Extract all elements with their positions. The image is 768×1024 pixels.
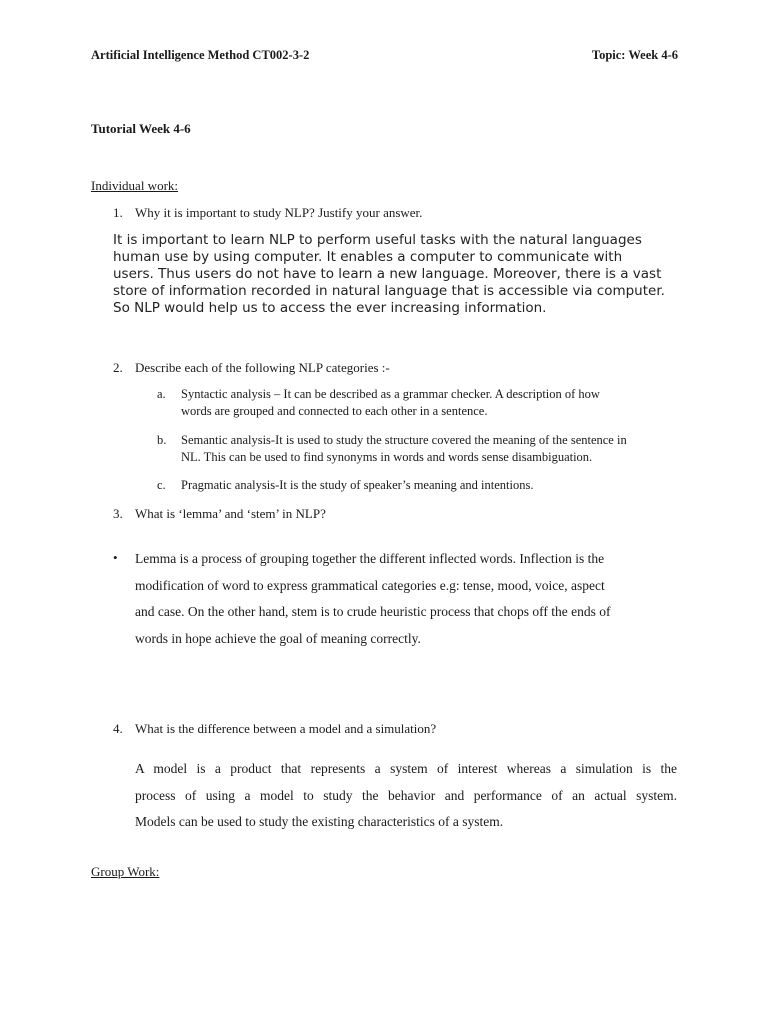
question-3-text: What is ‘lemma’ and ‘stem’ in NLP? [135, 506, 326, 521]
question-1-text: Why it is important to study NLP? Justify your answer. [135, 205, 423, 220]
question-1-number: 1. [113, 205, 123, 220]
item-b-line: Semantic analysis-It is used to study the structure covered the meaning of the sentence in [181, 433, 627, 447]
item-c-line: Pragmatic analysis-It is the study of speaker’s meaning and intentions. [181, 478, 534, 492]
answer-3-line: and case. On the other hand, stem is to crude heuristic process that chops off the ends of [135, 604, 611, 619]
page-title: Tutorial Week 4-6 [91, 121, 191, 136]
question-2-text: Describe each of the following NLP categories :- [135, 360, 390, 375]
individual-work-heading: Individual work: [91, 178, 179, 193]
group-work-heading: Group Work: [91, 864, 160, 879]
question-4-number: 4. [113, 721, 123, 736]
answer-1-line: store of information recorded in natural language that is accessible via computer. [113, 283, 665, 299]
question-2-number: 2. [113, 360, 123, 375]
item-c-letter: c. [157, 478, 166, 492]
answer-4-line: Models can be used to study the existing characteristics of a system. [135, 814, 504, 829]
answer-3-line: Lemma is a process of grouping together the different inflected words. Inflection is the [135, 551, 605, 566]
item-b-text [181, 432, 627, 466]
item-a-line: Syntactic analysis – It can be described as a grammar checker. A description of how [181, 387, 600, 401]
answer-1-line: So NLP would help us to access the ever increasing information. [113, 300, 547, 316]
answer-1 [113, 232, 665, 317]
item-a-letter: a. [157, 387, 166, 401]
answer-1-line: human use by using computer. It enables a computer to communicate with [113, 249, 623, 265]
answer-1-line: users. Thus users do not have to learn a new language. Moreover, there is a vast [113, 266, 662, 282]
answer-3-line: words in hope achieve the goal of meaning correctly. [135, 630, 421, 646]
item-a-text [181, 386, 600, 420]
item-b-line: NL. This can be used to find synonyms in words and words sense disambiguation. [181, 450, 593, 464]
item-a-line: words are grouped and connected to each other in a sentence. [181, 404, 488, 418]
answer-3 [135, 546, 611, 652]
answer-3-line: modification of word to express grammatical categories e.g: tense, mood, voice, aspect [135, 577, 605, 593]
item-b-letter: b. [157, 433, 167, 447]
answer-4-line: A model is a product that represents a system of interest whereas a simulation is the [135, 761, 677, 776]
question-3-number: 3. [113, 506, 123, 521]
header-topic: Topic: Week 4-6 [591, 48, 678, 62]
bullet-icon: • [113, 550, 118, 565]
answer-4-line: process of using a model to study the behavior and performance of an actual system. [135, 787, 677, 803]
item-c-text [181, 477, 533, 494]
answer-1-line: It is important to learn NLP to perform useful tasks with the natural languages [113, 232, 642, 248]
answer-4 [135, 756, 677, 836]
header-course: Artificial Intelligence Method CT002-3-2 [91, 48, 310, 62]
question-4-text: What is the difference between a model and a simulation? [135, 721, 437, 736]
